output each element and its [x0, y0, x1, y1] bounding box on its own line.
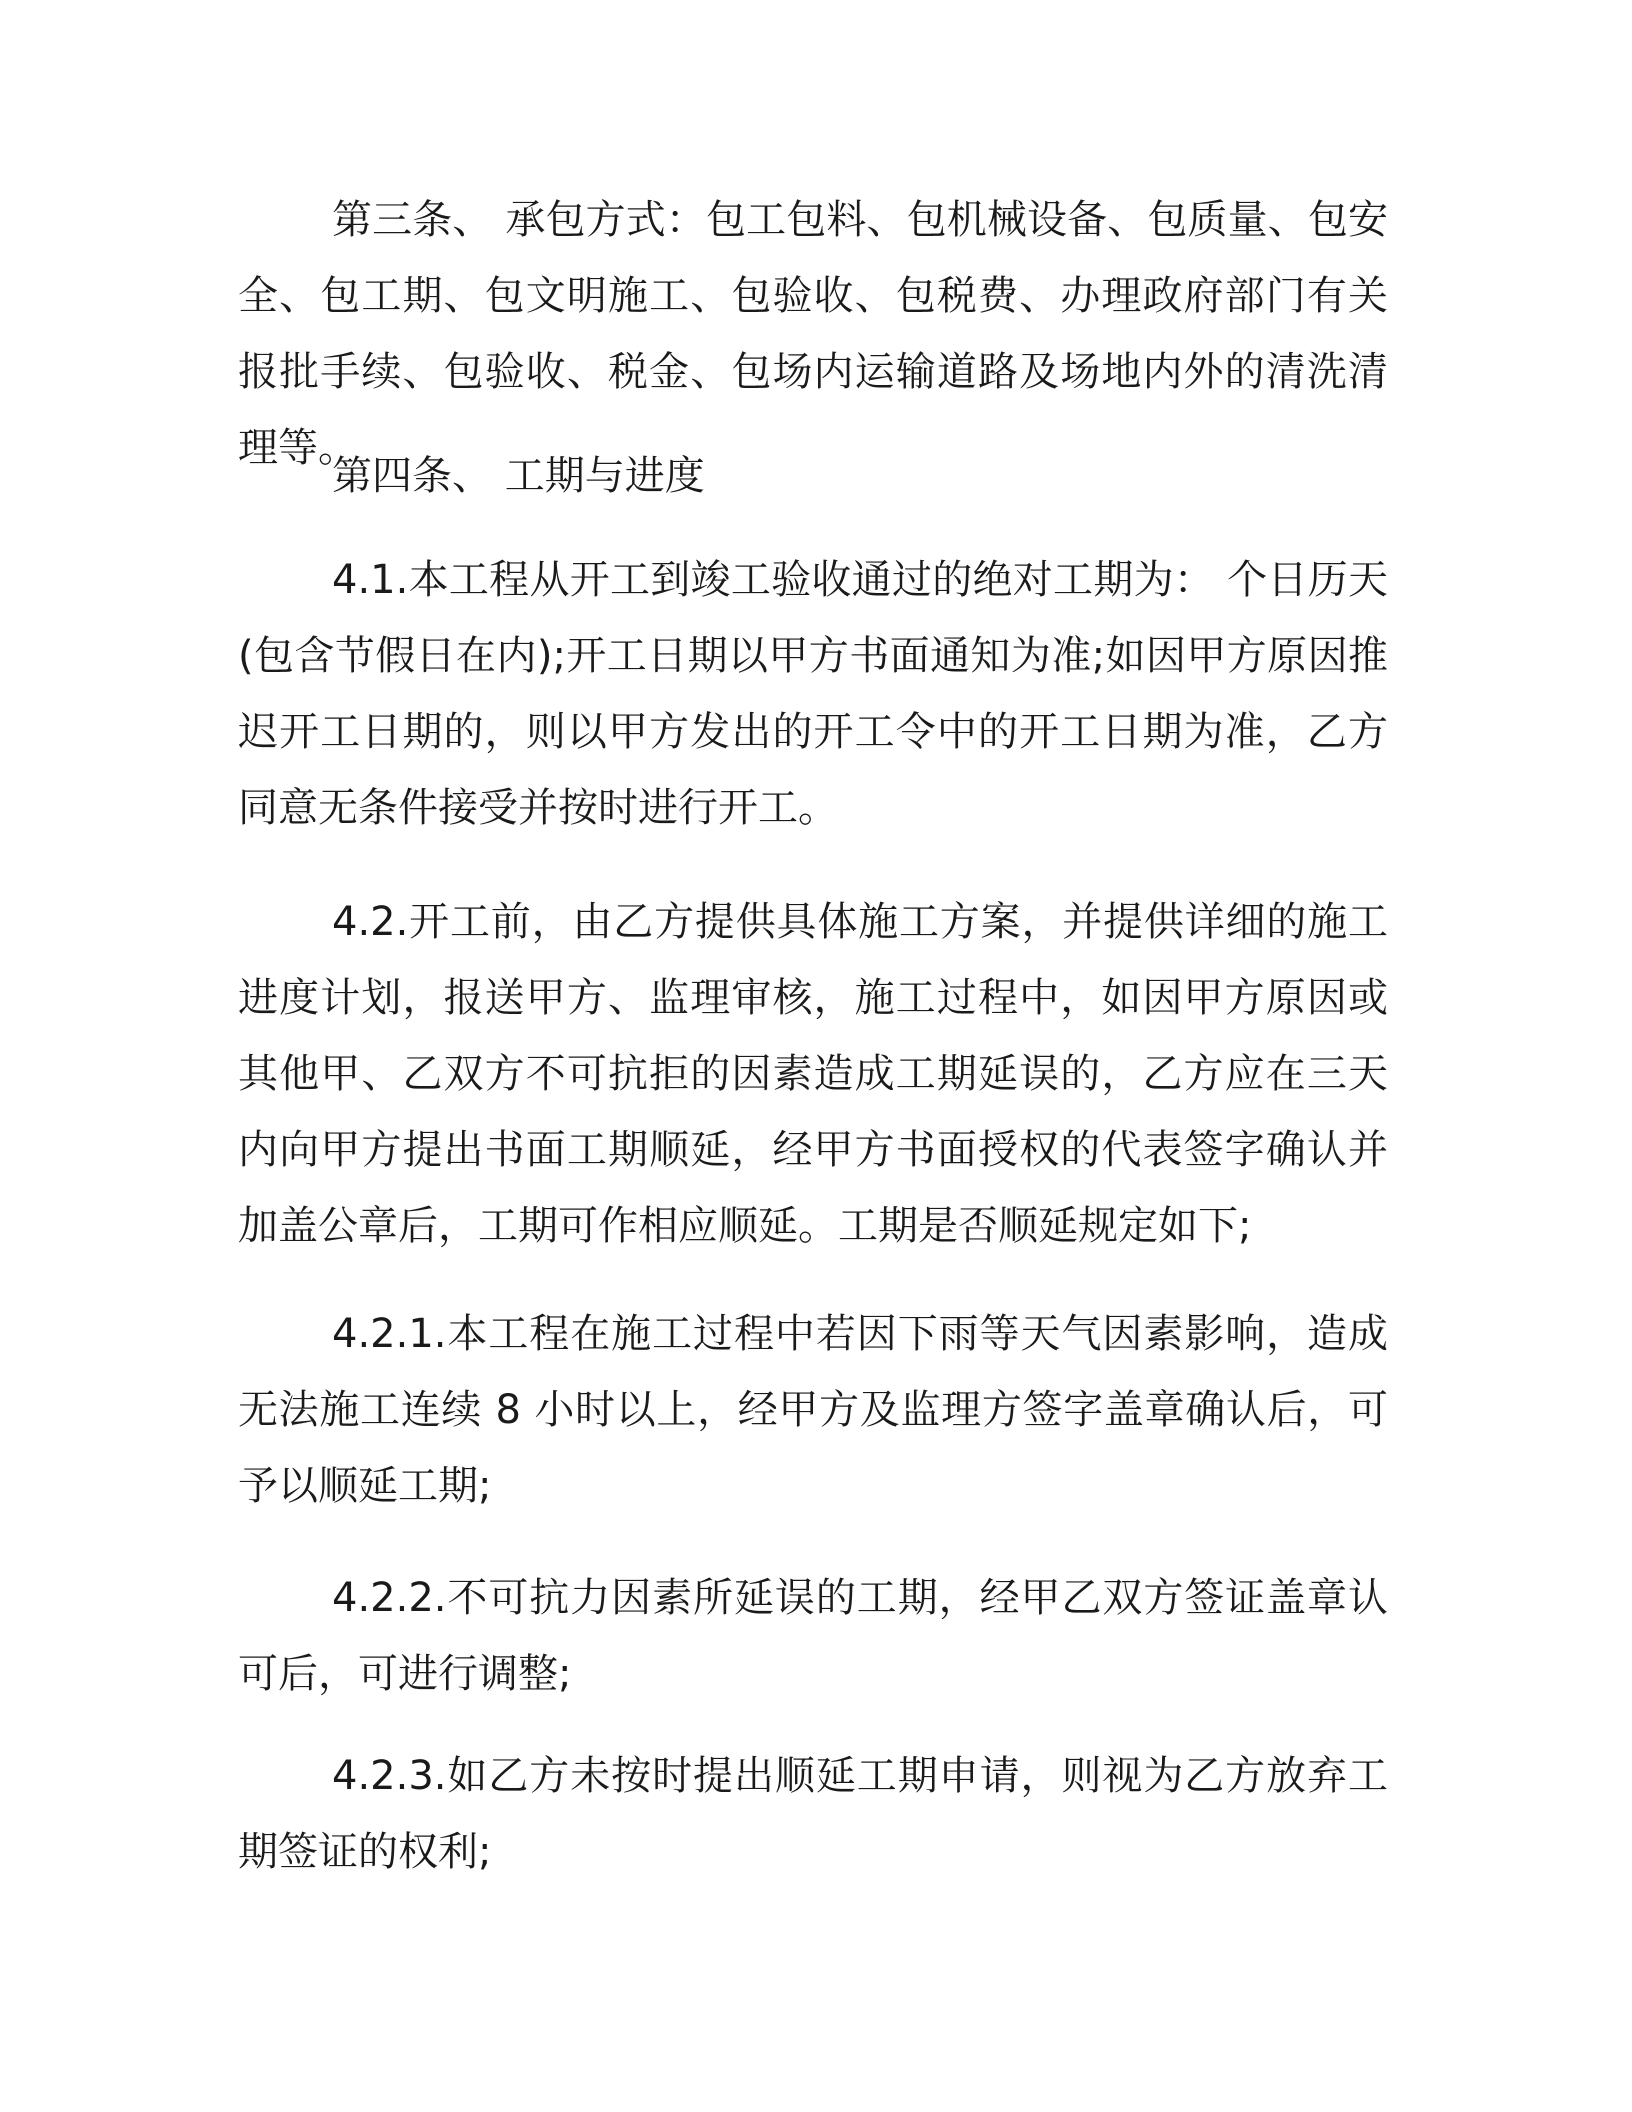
clause-4-2-2: 4.2.2.不可抗力因素所延误的工期，经甲乙双方签证盖章认可后，可进行调整; — [238, 1575, 1388, 1697]
article-4-heading: 第四条、 工期与进度 — [332, 453, 705, 499]
clause-4-2-1: 4.2.1.本工程在施工过程中若因下雨等天气因素影响，造成无法施工连续 8 小时以上，经甲方及监理方签字盖章确认后，可予以顺延工期; — [238, 1311, 1388, 1509]
article-3-contracting-method: 第三条、 承包方式：包工包料、包机械设备、包质量、包安全、包工期、包文明施工、包验收、包税费、办理政府部门有关报批手续、包验收、税金、包场内运输道路及场地内外的清洗清理等。 — [238, 197, 1388, 471]
clause-4-1: 4.1.本工程从开工到竣工验收通过的绝对工期为： 个日历天(包含节假日在内);开工日期以甲方书面通知为准;如因甲方原因推迟开工日期的，则以甲方发出的开工令中的开工日期为准，乙方同意无条件接受并按时进行开工。 — [238, 557, 1388, 831]
clause-4-2-3: 4.2.3.如乙方未按时提出顺延工期申请，则视为乙方放弃工期签证的权利; — [238, 1753, 1388, 1875]
clause-4-2: 4.2.开工前，由乙方提供具体施工方案，并提供详细的施工进度计划，报送甲方、监理审核，施工过程中，如因甲方原因或其他甲、乙双方不可抗拒的因素造成工期延误的，乙方应在三天内向甲方提出书面工期顺延，经甲方书面授权的代表签字确认并加盖公章后，工期可作相应顺延。工期是否顺延规定如下; — [238, 899, 1388, 1249]
